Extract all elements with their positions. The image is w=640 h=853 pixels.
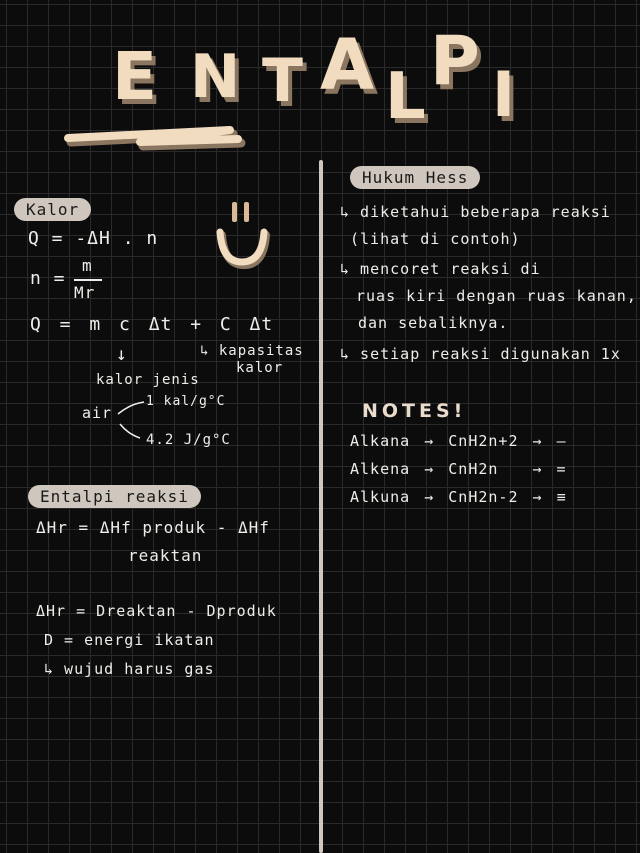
- notes-row-alkana: [350, 432, 567, 450]
- hukum-hess-header: Hukum Hess: [350, 166, 480, 189]
- notes-header: NOTES!: [362, 400, 467, 422]
- hess-line-6: ↳ setiap reaksi digunakan 1x: [340, 345, 621, 363]
- single-bond-icon: —: [556, 432, 567, 450]
- arrow-down-icon: ↓: [116, 344, 128, 365]
- fraction-bar: [74, 279, 102, 281]
- air-value-1: 1 kal/g°C: [146, 394, 226, 409]
- hess-line-2: (lihat di contoh): [350, 230, 521, 248]
- title-letter-t: T: [262, 46, 303, 116]
- column-divider: [319, 160, 323, 853]
- kalor-eq2-denominator: Mr: [74, 283, 96, 302]
- notes-row-alkena: [350, 460, 567, 478]
- kapasitas-label-2: kalor: [236, 360, 284, 376]
- reaksi-eq3: D = energi ikatan: [44, 631, 215, 649]
- hess-line-5: dan sebaliknya.: [358, 314, 509, 332]
- right-arrow-icon: →: [424, 460, 435, 478]
- kalor-jenis-label: kalor jenis: [96, 372, 200, 388]
- triple-bond-icon: ≡: [556, 488, 567, 506]
- reaksi-eq1: ΔHr = ΔHf produk - ΔHf: [36, 518, 270, 537]
- notes-row-formula: CnH2n: [448, 460, 499, 478]
- hess-line-4: ruas kiri dengan ruas kanan,: [356, 287, 637, 305]
- kalor-eq3: Q = m c Δt + C Δt: [30, 314, 274, 335]
- kalor-header: Kalor: [14, 198, 91, 221]
- kapasitas-label: ↳ kapasitas: [200, 343, 304, 359]
- air-value-2: 4.2 J/g°C: [146, 432, 231, 448]
- title-letter-l: L: [385, 60, 426, 134]
- reaksi-eq1-continued: reaktan: [128, 546, 203, 565]
- notes-row-alkuna: [350, 488, 567, 506]
- squiggle-underline-icon: [60, 112, 270, 154]
- title-letter-i: I: [492, 58, 516, 131]
- title-letter-n: N: [190, 42, 241, 112]
- entalpi-reaksi-header: Entalpi reaksi: [28, 485, 201, 508]
- smiley-icon: [212, 196, 272, 274]
- hess-line-1: ↳ diketahui beberapa reaksi: [340, 203, 611, 221]
- title-letter-a: A: [320, 24, 375, 106]
- notes-row-formula: CnH2n-2: [448, 488, 519, 506]
- notes-row-name: Alkena: [350, 460, 411, 478]
- right-arrow-icon: →: [532, 432, 543, 450]
- right-arrow-icon: →: [424, 488, 435, 506]
- double-bond-icon: =: [556, 460, 567, 478]
- notes-row-name: Alkana: [350, 432, 411, 450]
- reaksi-eq4: ↳ wujud harus gas: [44, 660, 215, 678]
- title-letter-e: E: [112, 38, 158, 115]
- right-arrow-icon: →: [532, 460, 543, 478]
- notes-row-name: Alkuna: [350, 488, 411, 506]
- right-arrow-icon: →: [532, 488, 543, 506]
- notes-row-formula: CnH2n+2: [448, 432, 519, 450]
- reaksi-eq2: ΔHr = Dreaktan - Dproduk: [36, 602, 277, 620]
- air-label: air: [82, 404, 113, 422]
- right-arrow-icon: →: [424, 432, 435, 450]
- kalor-eq2-numerator: m: [82, 256, 93, 275]
- hess-line-3: ↳ mencoret reaksi di: [340, 260, 541, 278]
- branch-lines-icon: [114, 396, 150, 444]
- kalor-eq1: Q = -ΔH . n: [28, 228, 159, 249]
- title-letter-p: P: [430, 22, 480, 101]
- kalor-eq2-lhs: n =: [30, 268, 66, 289]
